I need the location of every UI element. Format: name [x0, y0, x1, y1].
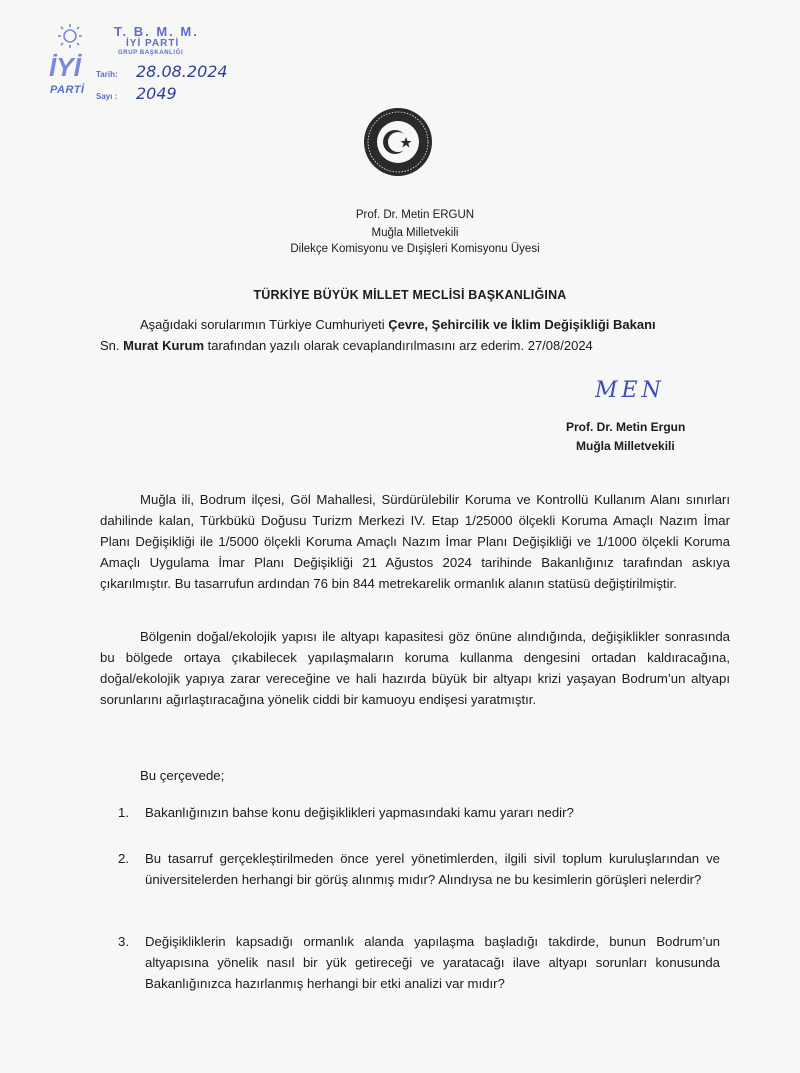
question-number: 3.	[118, 934, 129, 949]
body-paragraph	[100, 626, 730, 710]
body-paragraph	[100, 489, 730, 594]
question-number: 2.	[118, 851, 129, 866]
sender-role: Muğla Milletvekili	[371, 227, 459, 239]
svg-text:İYİ: İYİ	[49, 52, 81, 82]
sender-committees: Dilekçe Komisyonu ve Dışişleri Komisyonu Üyesi	[290, 243, 540, 255]
paragraph-text: Bölgenin doğal/ekolojik yapısı ile altyapı kapasitesi göz önüne alındığında, değişiklikler sonrasında bu bölgede ortaya çıkabilecek yapılaşmaların koruma kullanma dengesini ortadan kaldıracağına, doğal/ekolojik yapıya zarar vereceğine ve hali hazırda büyük bir altyapı krizi yaşayan Bodrum’un altyapı sorunlarını ağırlaştıracağına yönelik ciddi bir kamuoyu endişesi yaratmıştır.	[100, 629, 730, 707]
received-stamp	[40, 22, 240, 112]
stamp-title: T. B. M. M.	[114, 24, 199, 39]
ministry-name: Çevre, Şehircilik ve İklim Değişikliği Bakanı	[388, 317, 656, 332]
intro-text: Aşağıdaki sorularımın Türkiye Cumhuriyeti	[140, 317, 389, 332]
intro-line-1	[140, 314, 760, 335]
document-heading: TÜRKİYE BÜYÜK MİLLET MECLİSİ BAŞKANLIĞINA	[253, 288, 567, 302]
stamp-date-label: Tarih:	[96, 70, 118, 79]
questions-lead: Bu çerçevede;	[140, 768, 225, 783]
intro-prefix: Sn.	[100, 338, 124, 353]
paragraph-text: Muğla ili, Bodrum ilçesi, Göl Mahallesi, Sürdürülebilir Koruma ve Kontrollü Kullanım Alanı sınırları dahilinde kalan, Türkbükü Doğusu Turizm Merkezi IV. Etap 1/25000 ölçekli Koruma Amaçlı Nazım İmar Planı Değişikliği ile 1/5000 ölçekli Koruma Amaçlı Nazım İmar Planı Değişikliği ve 1/1000 ölçekli Koruma Amaçlı Uygulama İmar Planı Değişikliği 21 Ağustos 2024 tarihinde Bakanlığınız tarafından askıya çıkarılmıştır. Bu tasarrufun ardından 76 bin 844 metrekarelik ormanlık alanın statüsü değiştirilmiştir.	[100, 492, 730, 591]
party-logo-sub: PARTİ	[50, 84, 85, 96]
intro-line-2	[100, 335, 740, 356]
stamp-party: İYİ PARTİ	[126, 38, 180, 49]
stamp-date-value: 28.08.2024	[136, 62, 228, 81]
signature-role: Muğla Milletvekili	[576, 439, 675, 453]
handwritten-signature: MEN	[595, 378, 665, 403]
stamp-number-value: 2049	[136, 84, 177, 103]
question-text: Değişikliklerin kapsadığı ormanlık alanda yapılaşma başladığı takdirde, bunun Bodrum’un altyapısına yönelik nasıl bir yük getireceği ve yaratacağı ilave altyapı sorunları konusunda Bakanlığınızca hazırlanmış herhangi bir etki analizi var mıdır?	[145, 934, 720, 991]
sender-name: Prof. Dr. Metin ERGUN	[355, 209, 475, 221]
question-number: 1.	[118, 805, 129, 820]
stamp-office: GRUP BAŞKANLIĞI	[118, 50, 184, 56]
tbmm-emblem-icon	[362, 106, 434, 178]
signature-name: Prof. Dr. Metin Ergun	[566, 420, 686, 434]
question-text: Bakanlığınızın bahse konu değişiklikleri yapmasındaki kamu yararı nedir?	[145, 805, 574, 820]
intro-suffix: tarafından yazılı olarak cevaplandırılmasını arz ederim. 27/08/2024	[204, 338, 593, 353]
stamp-number-label: Sayı :	[96, 92, 118, 101]
minister-name: Murat Kurum	[123, 338, 205, 353]
question-text: Bu tasarruf gerçekleştirilmeden önce yerel yönetimlerden, ilgili sivil toplum kuruluşlarından ve üniversitelerden herhangi bir görüş alınmış mıdır? Alındıysa ne bu kesimlerin görüşleri nelerdir?	[145, 851, 720, 887]
